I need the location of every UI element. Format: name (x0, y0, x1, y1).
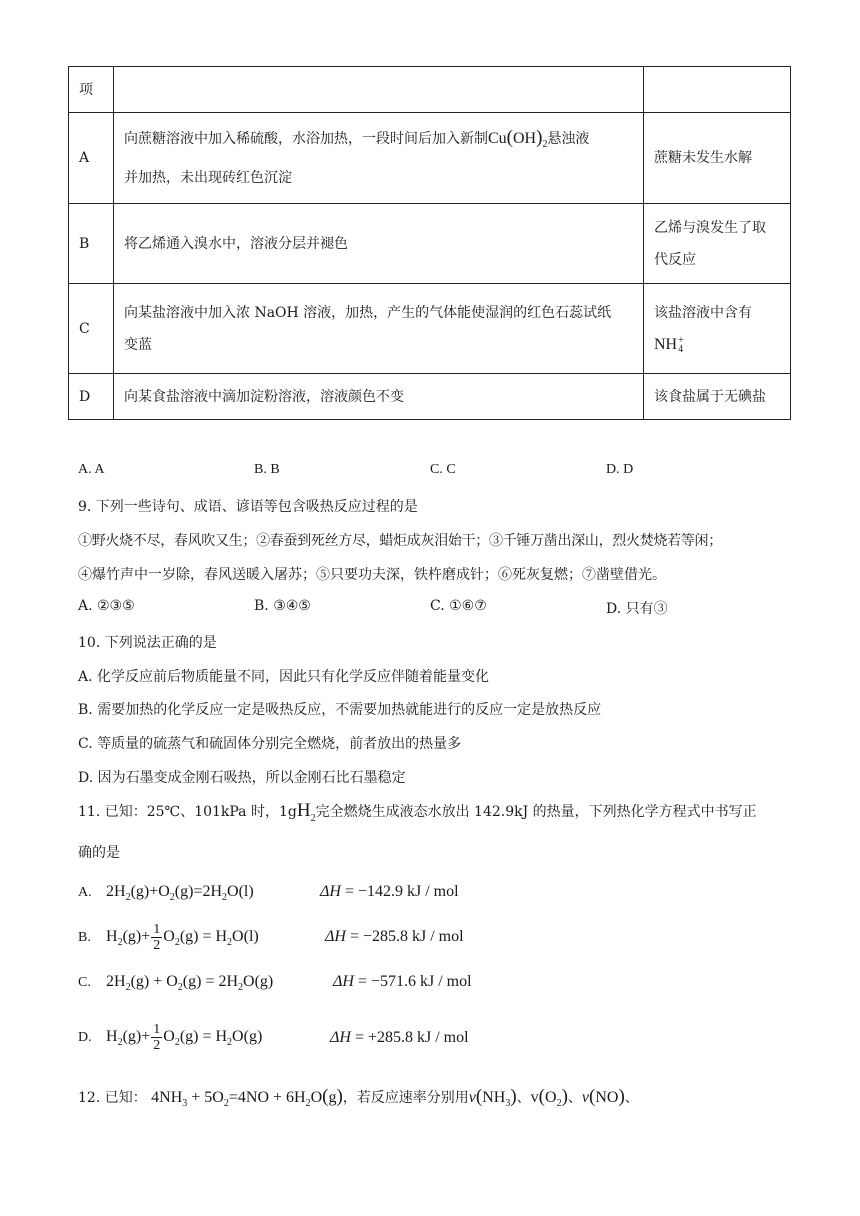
q12-equation: $4NH_3 + 5O_2=4NO + 6H_2O(g)$ (151, 1086, 343, 1110)
equation: $2H_2(g) + O_2(g) = 2H_2O(g)$ (106, 973, 274, 994)
option-label: A. (78, 885, 92, 900)
q11-option-c (78, 973, 273, 993)
row-label: C (69, 284, 114, 374)
separator: 、 (624, 1090, 639, 1106)
q11-option-d-dh: ΔH = +285.8 kJ / mol (330, 1029, 469, 1046)
q9-stem: 9. 下列一些诗句、成语、谚语等包含吸热反应过程的是 (78, 499, 418, 515)
row-label: A (69, 113, 114, 204)
conclusion-text: 乙烯与溴发生了取 (654, 219, 766, 236)
table-header-cell (644, 67, 791, 113)
row-label: B (69, 204, 114, 284)
equation: $H_2(g)+$ $\frac{1}{2}$ $O_2(g) = H_2O(l)$ (106, 922, 259, 953)
row-conclusion: 该食盐属于无碘盐 (644, 374, 791, 420)
row-operation (114, 284, 644, 374)
table-header-row (69, 67, 791, 113)
row-operation: 向某食盐溶液中滴加淀粉溶液，溶液颜色不变 (114, 374, 644, 420)
row-operation: 将乙烯通入溴水中，溶液分层并褪色 (114, 204, 644, 284)
q11-stem-text: 11. 已知：25℃、101kPa 时，1g (78, 804, 297, 820)
q8-option-d: D. D (606, 462, 634, 477)
q12-stem-text: 12. 已知： (78, 1090, 147, 1106)
q12-stem (78, 1086, 639, 1109)
q10-option-d: D. 因为石墨变成金刚石吸热，所以金刚石比石墨稳定 (78, 770, 406, 786)
option-label: B. (78, 930, 91, 946)
table-row (69, 284, 791, 374)
option-label: D. (78, 1030, 92, 1046)
rate-no: v(NO) (581, 1086, 625, 1107)
formula-nh4: NH + 4 (654, 334, 684, 355)
operation-text: 变蓝 (124, 336, 152, 353)
q11-option-c-dh: ΔH = −571.6 kJ / mol (333, 973, 472, 990)
table-header-cell (114, 67, 644, 113)
fraction-one-half: $\frac{1}{2}$ (153, 1022, 161, 1053)
q9-line-2: ④爆竹声中一岁除，春风送暖入屠苏；⑤只要功夫深，铁杵磨成针；⑥死灰复燃；⑦凿壁借光。 (78, 567, 666, 583)
q9-option-d: D. 只有③ (606, 601, 668, 617)
q10-stem: 10. 下列说法正确的是 (78, 635, 217, 651)
q10-option-c: C. 等质量的硫蒸气和硫固体分别完全燃烧，前者放出的热量多 (78, 736, 462, 752)
q12-stem-text: ，若反应速率分别用 (342, 1090, 469, 1106)
row-operation (114, 113, 644, 204)
experiment-table (68, 66, 791, 420)
q11-option-a (78, 883, 254, 903)
q11-option-b-dh: ΔH = −285.8 kJ / mol (325, 928, 464, 945)
formula-h2: $H_2$ (296, 800, 316, 824)
separator: 、 (567, 1090, 582, 1106)
separator: 、 (516, 1090, 531, 1106)
operation-text: 向蔗糖溶液中加入稀硫酸，水浴加热，一段时间后加入新制 (124, 131, 488, 148)
q9-option-c: C. ①⑥⑦ (430, 598, 487, 614)
q11-option-a-dh: ΔH = −142.9 kJ / mol (320, 883, 459, 900)
q9-option-a: A. ②③⑤ (78, 598, 135, 614)
row-conclusion (644, 284, 791, 374)
q9-line-1: ①野火烧不尽，春风吹又生；②春蚕到死丝方尽，蜡炬成灰泪始干；③千锤万凿出深山，烈火焚烧若等闲； (78, 533, 722, 549)
operation-text: 悬浊液 (547, 131, 590, 148)
q8-option-b: B. B (254, 462, 280, 477)
q10-option-b: B. 需要加热的化学反应一定是吸热反应，不需要加热就能进行的反应一定是放热反应 (78, 702, 602, 718)
q11-stem-cont: 确的是 (78, 845, 120, 861)
equation: $H_2(g)+$ $\frac{1}{2}$ $O_2(g) = H_2O(g)$ (106, 1022, 263, 1053)
table-row (69, 113, 791, 204)
row-conclusion: 蔗糖未发生水解 (644, 113, 791, 204)
rate-o2: $v(O_2)$ (530, 1086, 568, 1110)
table-row (69, 204, 791, 284)
rate-nh3: $v(NH_3)$ (468, 1086, 517, 1110)
q11-option-b (78, 922, 259, 953)
table-header-cell: 项 (69, 67, 114, 113)
q8-option-c: C. C (430, 462, 456, 477)
conclusion-text: 该盐溶液中含有 (654, 304, 752, 321)
equation: $2H_2(g)+O_2(g)=2H_2O(l)$ (106, 883, 254, 904)
q9-option-b: B. ③④⑤ (254, 598, 311, 614)
q11-stem-text: 完全燃烧生成液态水放出 142.9kJ 的热量，下列热化学方程式中书写正 (315, 804, 757, 820)
formula-cu-oh-2: $Cu(OH)_2$ (488, 127, 548, 151)
fraction-one-half: $\frac{1}{2}$ (153, 922, 161, 953)
row-conclusion (644, 204, 791, 284)
q11-option-d (78, 1022, 262, 1053)
option-label: C. (78, 975, 91, 990)
q8-option-a: A. A (78, 462, 105, 477)
table-row (69, 374, 791, 420)
operation-text: 向某盐溶液中加入浓 NaOH 溶液，加热，产生的气体能使湿润的红色石蕊试纸 (124, 304, 612, 321)
row-label: D (69, 374, 114, 420)
q11-stem (78, 800, 757, 824)
conclusion-text: 代反应 (654, 251, 696, 268)
q10-option-a: A. 化学反应前后物质能量不同，因此只有化学反应伴随着能量变化 (78, 669, 490, 685)
operation-text: 并加热，未出现砖红色沉淀 (124, 169, 292, 186)
